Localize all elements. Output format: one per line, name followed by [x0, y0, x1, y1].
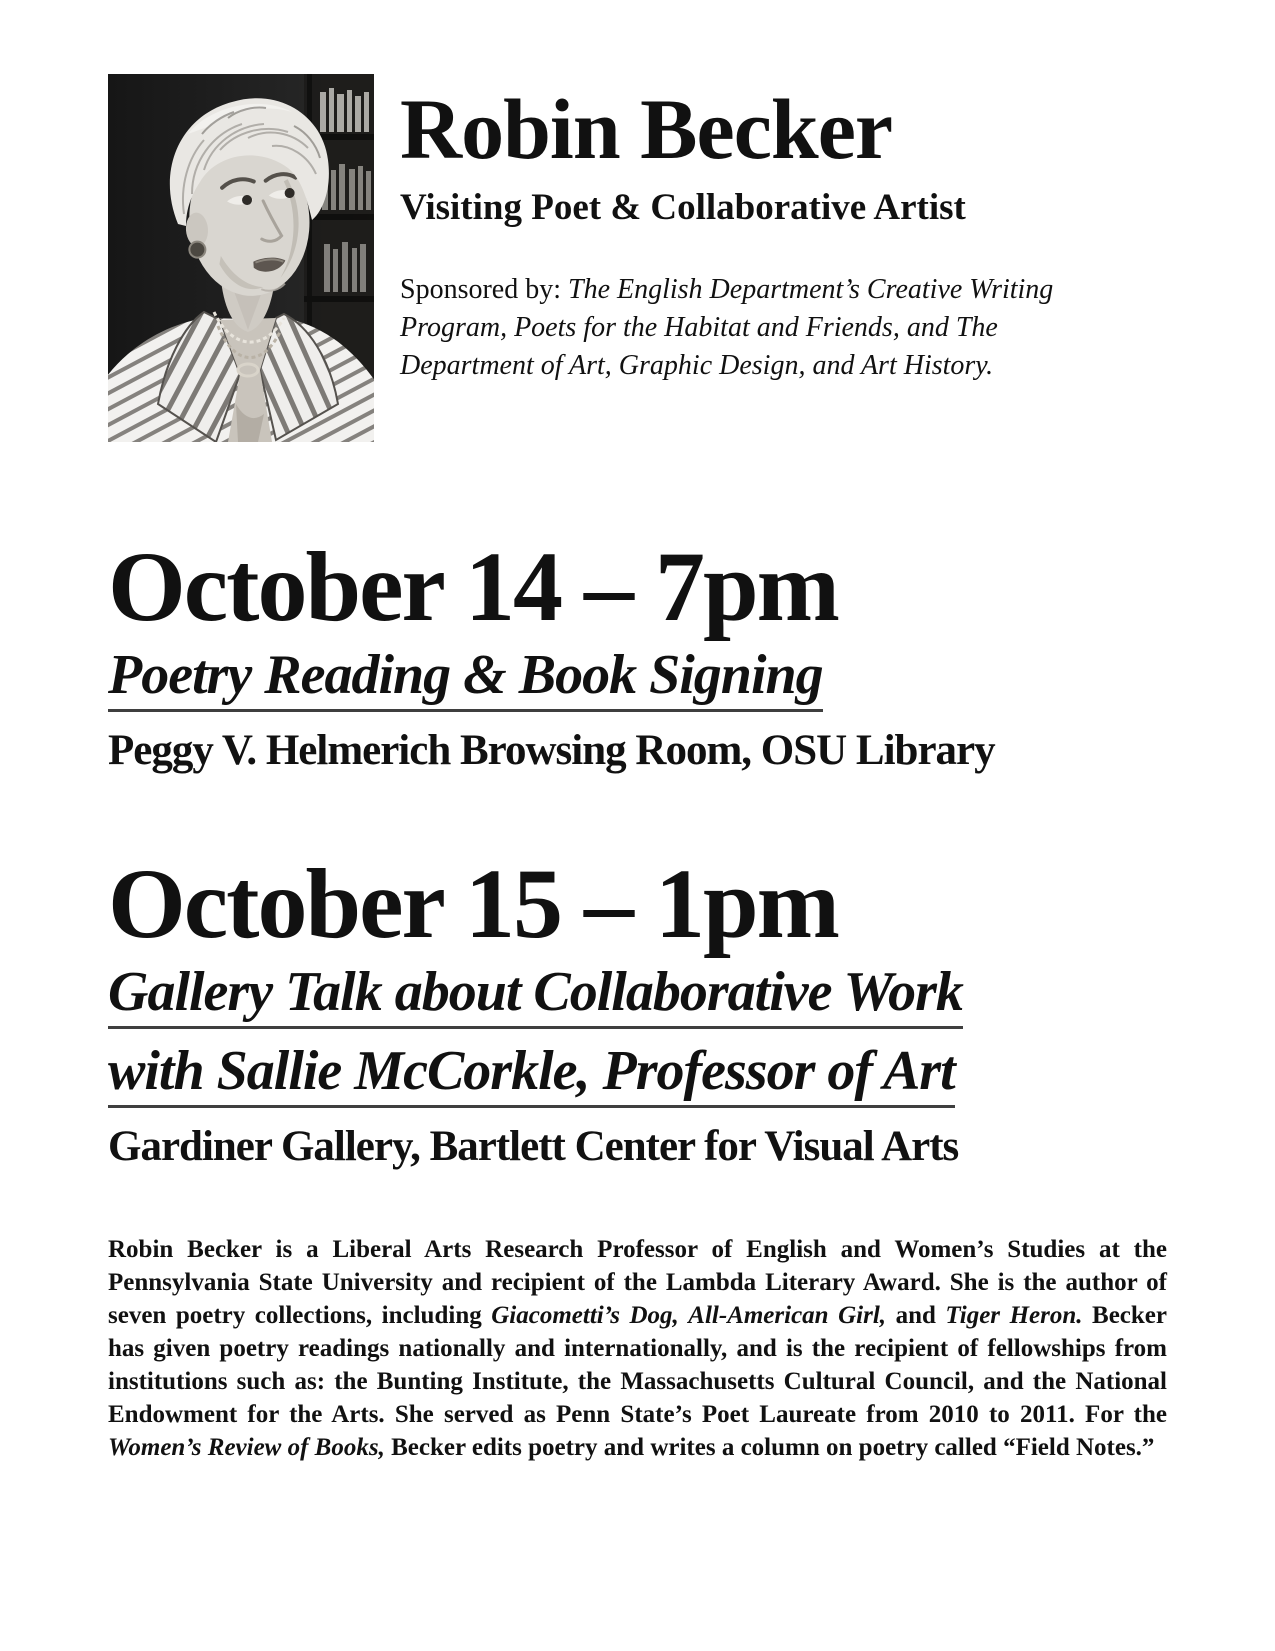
event-date-time: October 15 – 1pm [108, 848, 838, 960]
header-text [400, 74, 1167, 442]
event-title-text: with Sallie McCorkle, Professor of Art [108, 1043, 955, 1108]
sponsored-prefix: Sponsored by: [400, 274, 568, 305]
page-title: Robin Becker [400, 81, 893, 177]
header [108, 0, 1167, 442]
event-october-15 [108, 848, 1167, 1171]
event-title [108, 644, 1167, 712]
event-venue: Gardiner Gallery, Bartlett Center for Visual Arts [108, 1123, 959, 1171]
event-title-text: Poetry Reading & Book Signing [108, 647, 823, 712]
event-date-time: October 14 – 7pm [108, 531, 838, 642]
event-title-line-2 [108, 1040, 1167, 1108]
bio-paragraph: Robin Becker is a Liberal Arts Research Professor of English and Women’s Studies at the Pennsylvania State University and recipient of the Lambda Literary Award. She is the author of seven poetry collections, including Giacometti’s Dog, All-American Girl, and Tiger Heron. Becker has given poetry readings nationally and internationally, and is the recipient of fellowships from institutions such as: the Bunting Institute, the Massachusetts Cultural Council, and the National Endowment for the Arts. She served as Penn State’s Poet Laureate from 2010 to 2011. For the Women’s Review of Books, Becker edits poetry and writes a column on poetry called “Field Notes.” [108, 1235, 1167, 1461]
event-venue: Peggy V. Helmerich Browsing Room, OSU Library [108, 727, 995, 774]
portrait-photo-illustration [108, 74, 374, 442]
portrait-photo [108, 74, 374, 442]
event-october-14 [108, 531, 1167, 774]
page-subtitle: Visiting Poet & Collaborative Artist [400, 187, 966, 228]
stud-earring [189, 241, 206, 258]
event-title-text: Gallery Talk about Collaborative Work [108, 964, 963, 1029]
sponsored-by-text [400, 271, 1105, 385]
sponsored-body: The English Department’s Creative Writing Program, Poets for the Habitat and Friends, and The Department of Art, Graphic Design, and Art History. [400, 274, 1054, 382]
event-title-line-1 [108, 961, 1167, 1029]
